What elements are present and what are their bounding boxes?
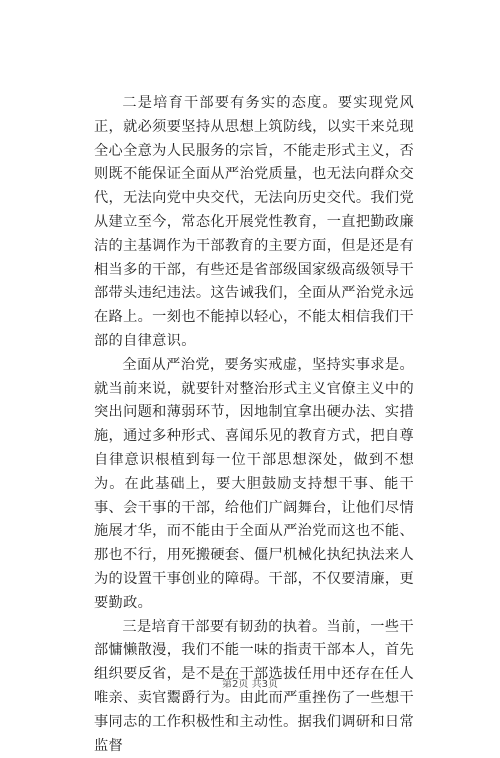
page-number-footer: 第2页 共3页 [222,679,278,690]
paragraph: 三是培育干部要有韧劲的执着。当前，一些干部慵懒散漫，我们不能一味的指责干部本人，首先组织要反省，是不是在干部选拔任用中还存在任人唯亲、卖官鬻爵行为。由此而严重挫伤了一些想干事同志的工作积极性和主动性。据我们调研和日常监督 [94,618,414,754]
paragraph: 全面从严治党，要务实戒虚，坚持实事求是。就当前来说，就要针对整治形式主义官僚主义中的突出问题和薄弱环节，因地制宜拿出硬办法、实措施，通过多种形式、喜闻乐见的教育方式，把自尊自律意识根植到每一位干部思想深处，做到不想为。在此基础上，要大胆鼓励支持想干事、能干事、会干事的干部，给他们广阔舞台，让他们尽情施展才华，而不能由于全面从严治党而这也不能、那也不行，用死搬硬套、僵尸机械化执纪执法来人为的设置干事创业的障碍。干部，不仅要清廉，更要勤政。 [94,356,414,611]
paragraph: 二是培育干部要有务实的态度。要实现党风正，就必须要坚持从思想上筑防线，以实干来兑现全心全意为人民服务的宗旨，不能走形式主义，否则既不能保证全面从严治党质量，也无法向群众交代，无法向党中央交代，无法向历史交代。我们党从建立至今，常态化开展党性教育，一直把勤政廉洁的主基调作为干部教育的主要方面，但是还是有相当多的干部，有些还是省部级国家级高级领导干部带头违纪违法。这告诫我们，全面从严治党永远在路上。一刻也不能掉以轻心，不能太相信我们干部的自律意识。 [94,95,414,349]
document-body [94,92,414,758]
